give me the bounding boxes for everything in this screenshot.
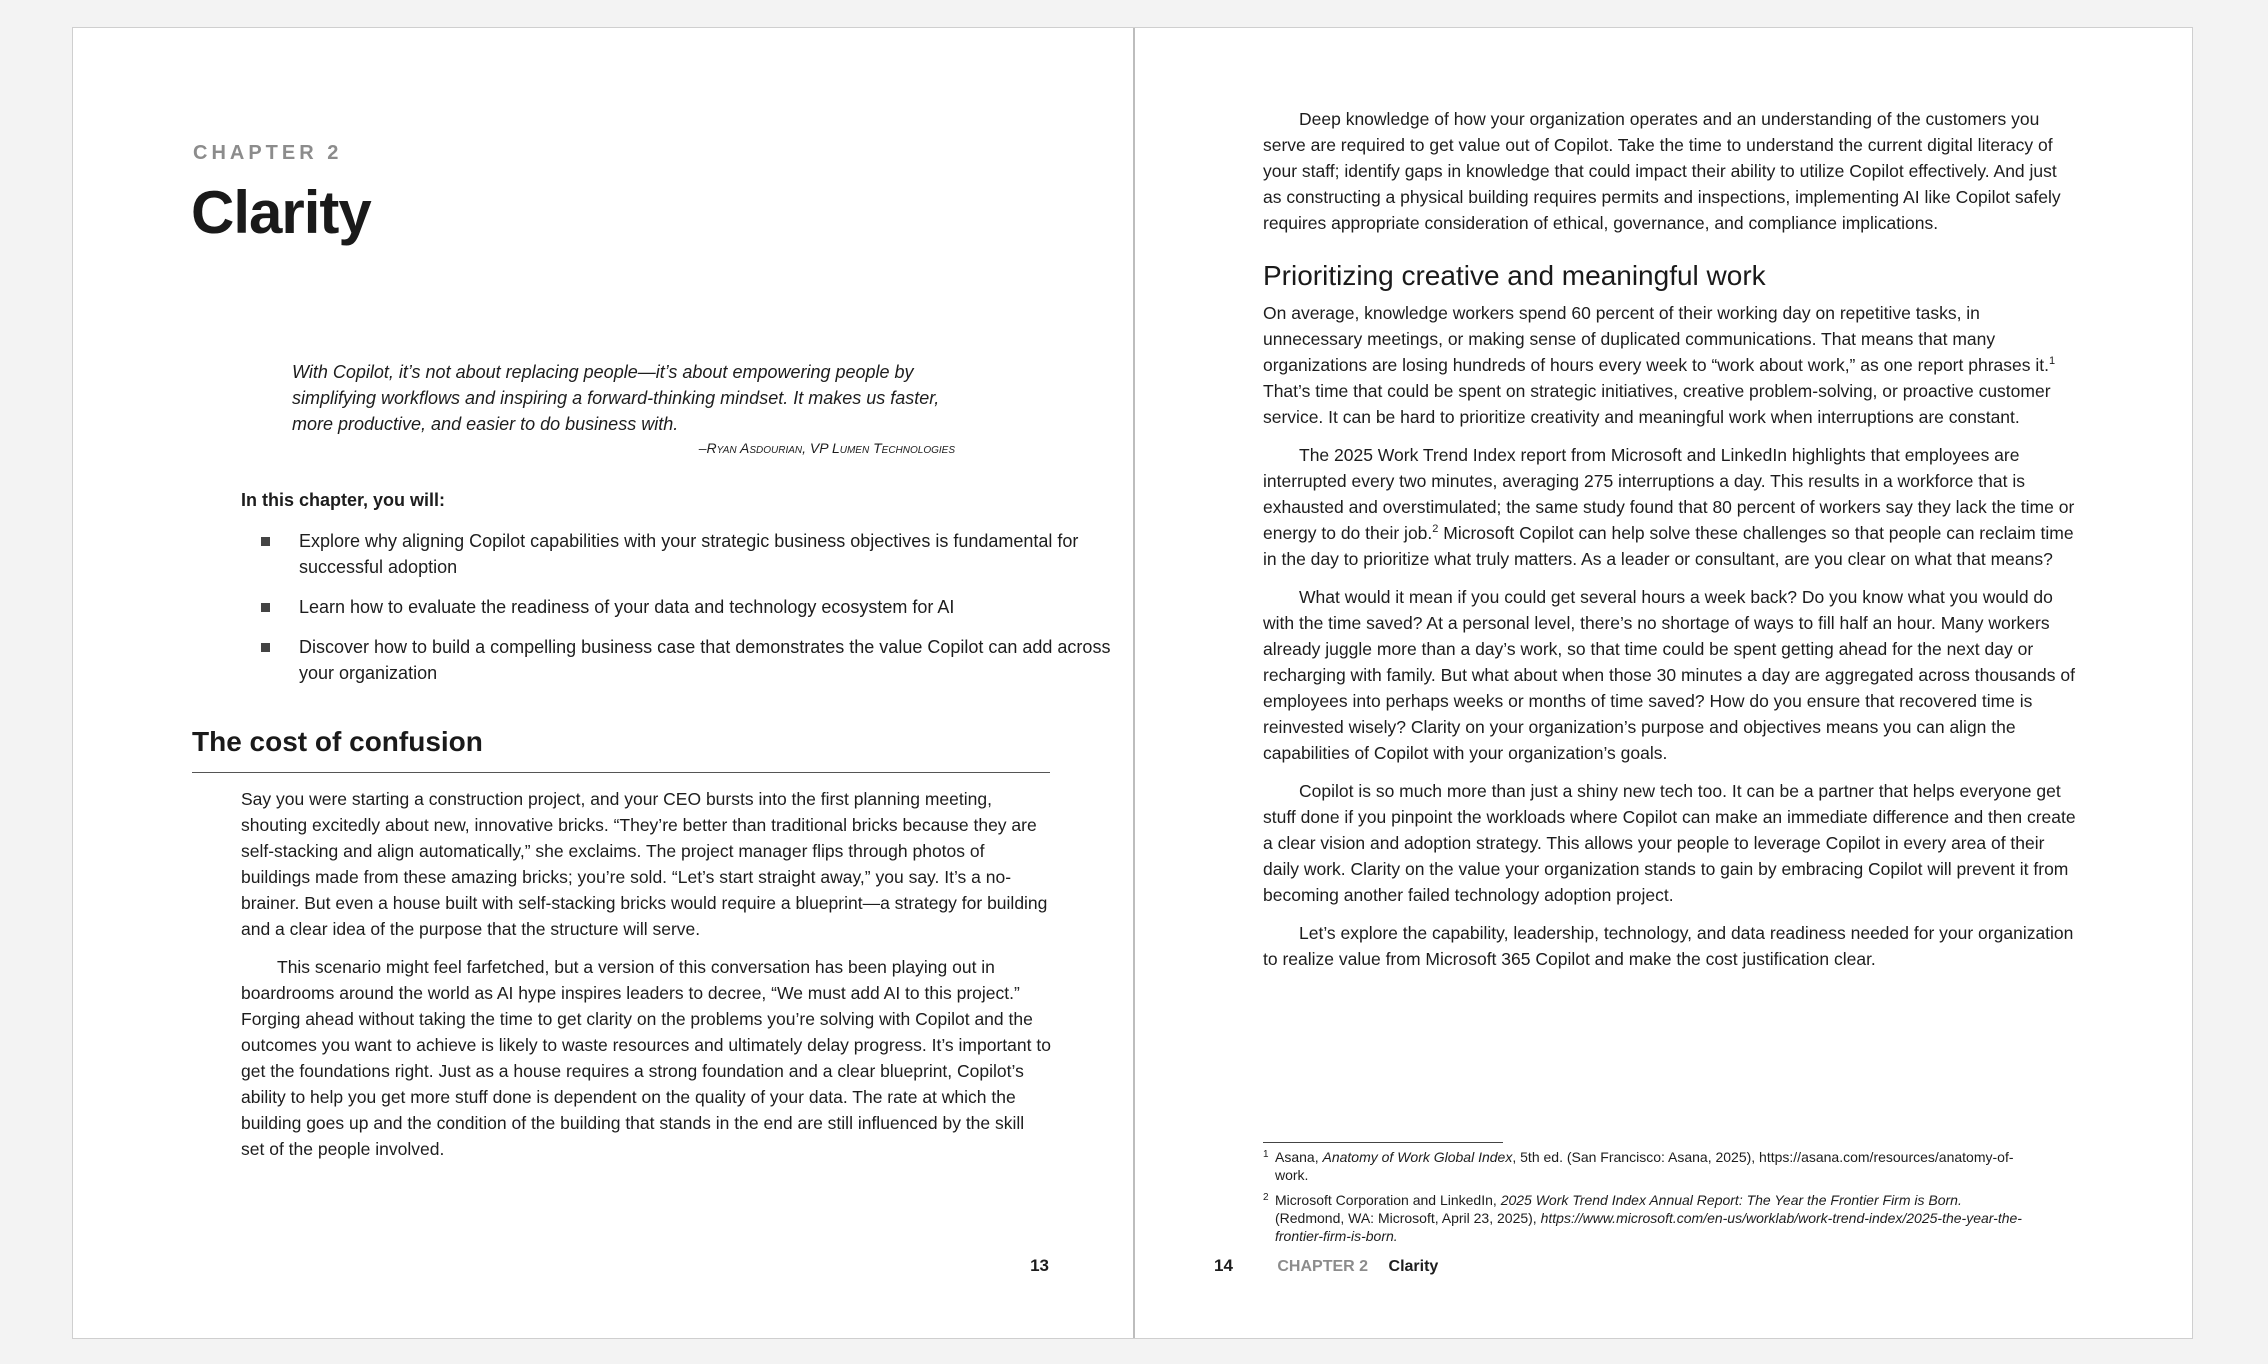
body-paragraph: Copilot is so much more than just a shiny new tech too. It can be a partner that helps everyone get stuff done if you pinpoint the workloads where Copilot can make an immediate difference and then create a clear vision and adoption strategy. This allows your people to leverage Copilot in every area of their daily work. Clarity on the value your organization stands to gain by embracing Copilot will prevent it from becoming another failed technology adoption project. (1263, 781, 2076, 905)
objective-item (241, 634, 1121, 686)
objective-item (241, 528, 1121, 580)
right-page (1135, 28, 2192, 1338)
footnote: 1 Asana, Anatomy of Work Global Index, 5th ed. (San Francisco: Asana, 2025), https://asana.com/resources/anatomy-of-work. (1263, 1149, 2014, 1183)
page-number: 13 (1030, 1256, 1049, 1275)
square-bullet-icon (261, 603, 270, 612)
chapter-title: Clarity (191, 179, 371, 246)
body-paragraph: Say you were starting a construction project, and your CEO bursts into the first planning meeting, shouting excitedly about new, innovative bricks. “They’re better than traditional bricks because they are self-stacking and align automatically,” she exclaims. The project manager flips through photos of buildings made from these amazing bricks; you’re sold. “Let’s start straight away,” you say. It’s a no-brainer. But even a house built with self-stacking bricks would require a blueprint—a strategy for building and a clear idea of the purpose that the structure will serve. (241, 789, 1048, 939)
page-number: 14 (1214, 1256, 1233, 1275)
right-body-text (1263, 106, 2078, 984)
left-page (73, 28, 1133, 1338)
subsection-heading: Prioritizing creative and meaningful work (1263, 260, 1766, 291)
epigraph-quote: With Copilot, it’s not about replacing people—it’s about empowering people by simplifying workflows and inspiring a forward-thinking mindset. It makes us faster, more productive, and easier to do business with. (292, 362, 940, 434)
footnote-link[interactable]: , 5th ed. (San Francisco: Asana, 2025), https://asana.com/resources/anatomy-of-work. (1275, 1149, 2014, 1183)
objective-text: Discover how to build a compelling business case that demonstrates the value Copilot can add across your organization (299, 637, 1111, 683)
footnotes (1263, 1148, 2023, 1252)
objective-item (241, 594, 1121, 620)
left-body-text (241, 786, 1051, 1174)
footnote: 2 Microsoft Corporation and LinkedIn, 2025 Work Trend Index Annual Report: The Year the Frontier Firm is Born. (Redmond, WA: Microsoft, April 23, 2025), https://www.microsoft.com/en-us/worklab/work-trend-index/2025-the-year-the-frontier-firm-is-born. (1263, 1192, 2022, 1244)
body-paragraph: On average, knowledge workers spend 60 percent of their working day on repetitive tasks, in unnecessary meetings, or making sense of duplicated communications. That means that many organizations are losing hundreds of hours every week to “work about work,” as one report phrases it.$^1$ That’s time that could be spent on strategic initiatives, creative problem-solving, or proactive customer service. It can be hard to prioritize creativity and meaningful work when interruptions are constant. (1263, 303, 2056, 427)
book-spread (72, 27, 2193, 1339)
footer-chapter-title: Clarity (1388, 1258, 1439, 1275)
body-paragraph: This scenario might feel farfetched, but a version of this conversation has been playing out in boardrooms around the world as AI hype inspires leaders to decree, “We must add AI to this project.” Forging ahead without taking the time to get clarity on the problems you’re solving with Copilot and the outcomes you want to achieve is likely to waste resources and ultimately delay progress. It’s important to get the foundations right. Just as a house requires a strong foundation and a clear blueprint, Copilot’s ability to help you get more stuff done is dependent on the quality of your data. The rate at which the building goes up and the condition of the building that stands in the end are still influenced by the skill set of the people involved. (241, 957, 1051, 1159)
footnote-link[interactable]: https://www.microsoft.com/en-us/worklab/work-trend-index/2025-the-year-the-frontier-firm-is-born. (1275, 1210, 2022, 1244)
objective-text: Explore why aligning Copilot capabilities with your strategic business objectives is fundamental for successful adoption (299, 531, 1079, 577)
square-bullet-icon (261, 643, 270, 652)
chapter-label: CHAPTER 2 (193, 142, 343, 164)
epigraph-attribution: –Ryan Asdourian, VP Lumen Technologies (698, 440, 955, 456)
footnote-ref[interactable]: 2 (1432, 523, 1439, 536)
chapter-objectives-list (241, 528, 1121, 700)
body-paragraph: Let’s explore the capability, leadership, technology, and data readiness needed for your organization to realize value from Microsoft 365 Copilot and make the cost justification clear. (1263, 923, 2074, 969)
footnote-ref[interactable]: 1 (2048, 355, 2056, 368)
body-paragraph: Deep knowledge of how your organization operates and an understanding of the customers you serve are required to get value out of Copilot. Take the time to understand the current digital literacy of your staff; identify gaps in knowledge that could impact their ability to utilize Copilot effectively. And just as constructing a physical building requires permits and inspections, implementing AI like Copilot safely requires appropriate consideration of ethical, governance, and compliance implications. (1263, 109, 2061, 233)
body-paragraph: What would it mean if you could get several hours a week back? Do you know what you would do with the time saved? At a personal level, there’s no shortage of ways to fill half an hour. Many workers already juggle more than a day’s work, so that time could be spent getting ahead for the next day or recharging with family. But what about when those 30 minutes a day are aggregated across thousands of employees into perhaps weeks or months of time saved? How do you ensure that recovered time is reinvested wisely? Clarity on your organization’s purpose and objectives means you can align the capabilities of Copilot with your organization’s goals. (1263, 587, 2075, 763)
body-paragraph: The 2025 Work Trend Index report from Microsoft and LinkedIn highlights that employees are interrupted every two minutes, averaging 275 interruptions a day. This results in a workforce that is exhausted and overstimulated; the same study found that 80 percent of workers say they lack the time or energy to do their job.$^2$ Microsoft Copilot can help solve these challenges so that people can reclaim time in the day to prioritize what truly matters. As a leader or consultant, are you clear on what that means? (1263, 445, 2075, 569)
chapter-objectives-heading: In this chapter, you will: (241, 490, 446, 510)
square-bullet-icon (261, 537, 270, 546)
objective-text: Learn how to evaluate the readiness of your data and technology ecosystem for AI (299, 597, 955, 617)
section-heading: The cost of confusion (192, 726, 483, 757)
section-rule (192, 772, 1050, 773)
running-footer (1214, 1256, 1438, 1276)
footnote-rule (1263, 1142, 1503, 1143)
footer-chapter-label: CHAPTER 2 (1277, 1258, 1369, 1275)
